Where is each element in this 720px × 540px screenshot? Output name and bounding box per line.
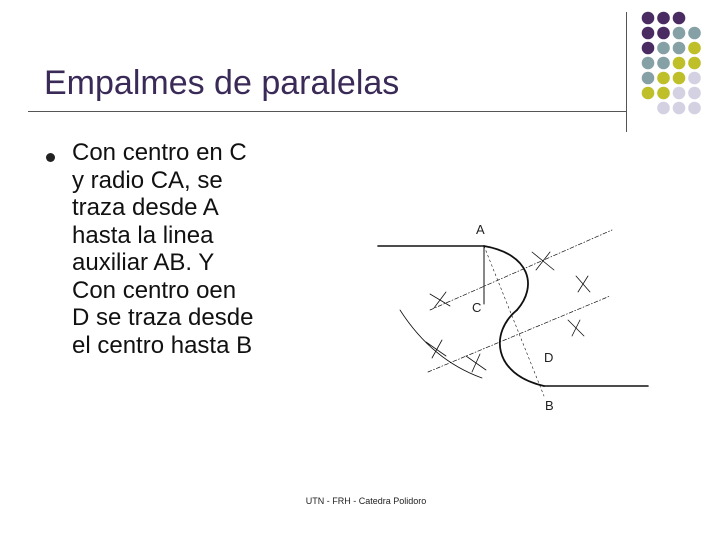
decorative-dot: [673, 57, 686, 70]
bullet-line: Con centro en C: [72, 139, 247, 166]
bisector-mark: [576, 276, 590, 292]
decorative-dot: [657, 27, 670, 40]
slide-title: Empalmes de paralelas: [44, 64, 400, 102]
label-c: C: [472, 300, 482, 315]
upper-arc: [484, 246, 528, 310]
bisector-mark: [532, 252, 554, 270]
auxiliary-line-ab: [484, 246, 544, 396]
decorative-dot: [688, 42, 701, 55]
title-divider: [28, 111, 626, 112]
decorative-dot: [642, 27, 655, 40]
decorative-dot-grid: [640, 10, 720, 120]
decorative-dot: [688, 87, 701, 100]
bullet-line: D se traza desde: [72, 304, 254, 331]
decorative-dot: [673, 12, 686, 25]
decorative-dot: [657, 42, 670, 55]
corner-divider: [626, 12, 627, 132]
decorative-dot: [657, 87, 670, 100]
decorative-dot: [657, 12, 670, 25]
bisector-mark: [426, 340, 446, 358]
footer-text: UTN - FRH - Catedra Polidoro: [305, 496, 427, 506]
perpendicular-bisector-upper: [430, 230, 612, 310]
bullet-line: y radio CA, se: [72, 166, 223, 194]
decorative-dot: [673, 27, 686, 40]
geometric-construction-drawing: [360, 210, 680, 420]
bullet-line: traza desde A: [72, 194, 219, 221]
decorative-dot: [688, 57, 701, 70]
decorative-dot: [657, 57, 670, 70]
decorative-dot: [688, 102, 701, 115]
decorative-dot: [642, 87, 655, 100]
bullet-line: hasta la linea: [72, 221, 214, 249]
decorative-dot: [642, 72, 655, 85]
bisector-mark: [466, 354, 486, 372]
decorative-dot: [657, 102, 670, 115]
bullet-line: Con centro oen: [72, 276, 237, 304]
construction-arc: [400, 310, 482, 378]
decorative-dot: [673, 42, 686, 55]
bisector-mark: [568, 320, 584, 336]
decorative-dot: [642, 12, 655, 25]
label-b: B: [545, 398, 554, 413]
decorative-dot: [688, 72, 701, 85]
decorative-dot: [673, 87, 686, 100]
decorative-dot: [657, 72, 670, 85]
decorative-dot: [642, 57, 655, 70]
decorative-dot: [642, 42, 655, 55]
decorative-dot: [673, 102, 686, 115]
label-a: A: [476, 222, 485, 237]
bullet-dot: [46, 153, 55, 162]
label-d: D: [544, 350, 554, 365]
bullet-line: el centro hasta B: [72, 331, 253, 359]
lower-arc: [500, 310, 544, 386]
decorative-dot: [673, 72, 686, 85]
bullet-text: [72, 139, 302, 359]
bullet-line: auxiliar AB. Y: [72, 249, 215, 276]
decorative-dot: [688, 27, 701, 40]
